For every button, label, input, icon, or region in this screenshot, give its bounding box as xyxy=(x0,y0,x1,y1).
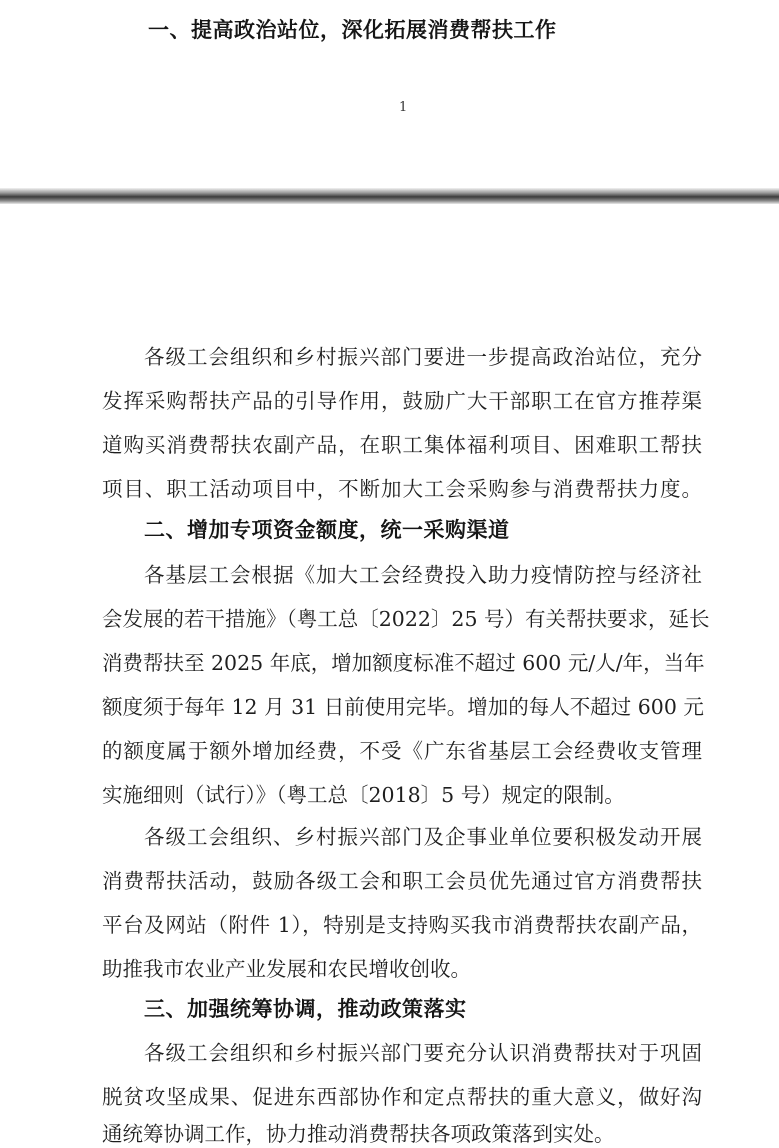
paragraph-line: 消费帮扶活动，鼓励各级工会和职工会员优先通过官方消费帮扶 xyxy=(102,869,702,893)
paragraph-line: 各级工会组织、乡村振兴部门及企事业单位要积极发动开展 xyxy=(144,825,702,849)
paragraph-line: 各级工会组织和乡村振兴部门要充分认识消费帮扶对于巩固 xyxy=(144,1041,702,1065)
paragraph-line: 发挥采购帮扶产品的引导作用，鼓励广大干部职工在官方推荐渠 xyxy=(102,389,702,413)
paragraph-line: 额度须于每年 12 月 31 日前使用完毕。增加的每人不超过 600 元 xyxy=(102,695,704,719)
paragraph-line: 会发展的若干措施》（粤工总〔2022〕25 号）有关帮扶要求，延长 xyxy=(102,607,710,631)
paragraph-line: 助推我市农业产业发展和农民增收创收。 xyxy=(102,957,471,981)
paragraph-line: 各级工会组织和乡村振兴部门要进一步提高政治站位，充分 xyxy=(144,345,702,369)
section-heading-1: 一、提高政治站位，深化拓展消费帮扶工作 xyxy=(148,18,557,42)
paragraph-line: 脱贫攻坚成果、促进东西部协作和定点帮扶的重大意义，做好沟 xyxy=(102,1085,702,1109)
paragraph-line: 的额度属于额外增加经费，不受《广东省基层工会经费收支管理 xyxy=(102,739,702,763)
paragraph-line: 项目、职工活动项目中，不断加大工会采购参与消费帮扶力度。 xyxy=(102,477,702,501)
paragraph-line: 道购买消费帮扶农副产品，在职工集体福利项目、困难职工帮扶 xyxy=(102,433,702,457)
paragraph-line: 通统筹协调工作，协力推动消费帮扶各项政策落到实处。 xyxy=(102,1122,615,1146)
paragraph-line: 各基层工会根据《加大工会经费投入助力疫情防控与经济社 xyxy=(144,563,702,587)
section-heading-2: 二、增加专项资金额度，统一采购渠道 xyxy=(144,518,510,542)
section-heading-3: 三、加强统筹协调，推动政策落实 xyxy=(144,997,467,1021)
page-break-divider xyxy=(0,188,779,204)
paragraph-line: 消费帮扶至 2025 年底，增加额度标准不超过 600 元/人/年，当年 xyxy=(102,651,705,675)
page-number: 1 xyxy=(399,100,408,115)
paragraph-line: 平台及网站（附件 1），特别是支持购买我市消费帮扶农副产品， xyxy=(102,913,702,937)
previous-page-fragment xyxy=(0,0,779,190)
paragraph-line: 实施细则（试行）》（粤工总〔2018〕5 号）规定的限制。 xyxy=(102,783,625,807)
